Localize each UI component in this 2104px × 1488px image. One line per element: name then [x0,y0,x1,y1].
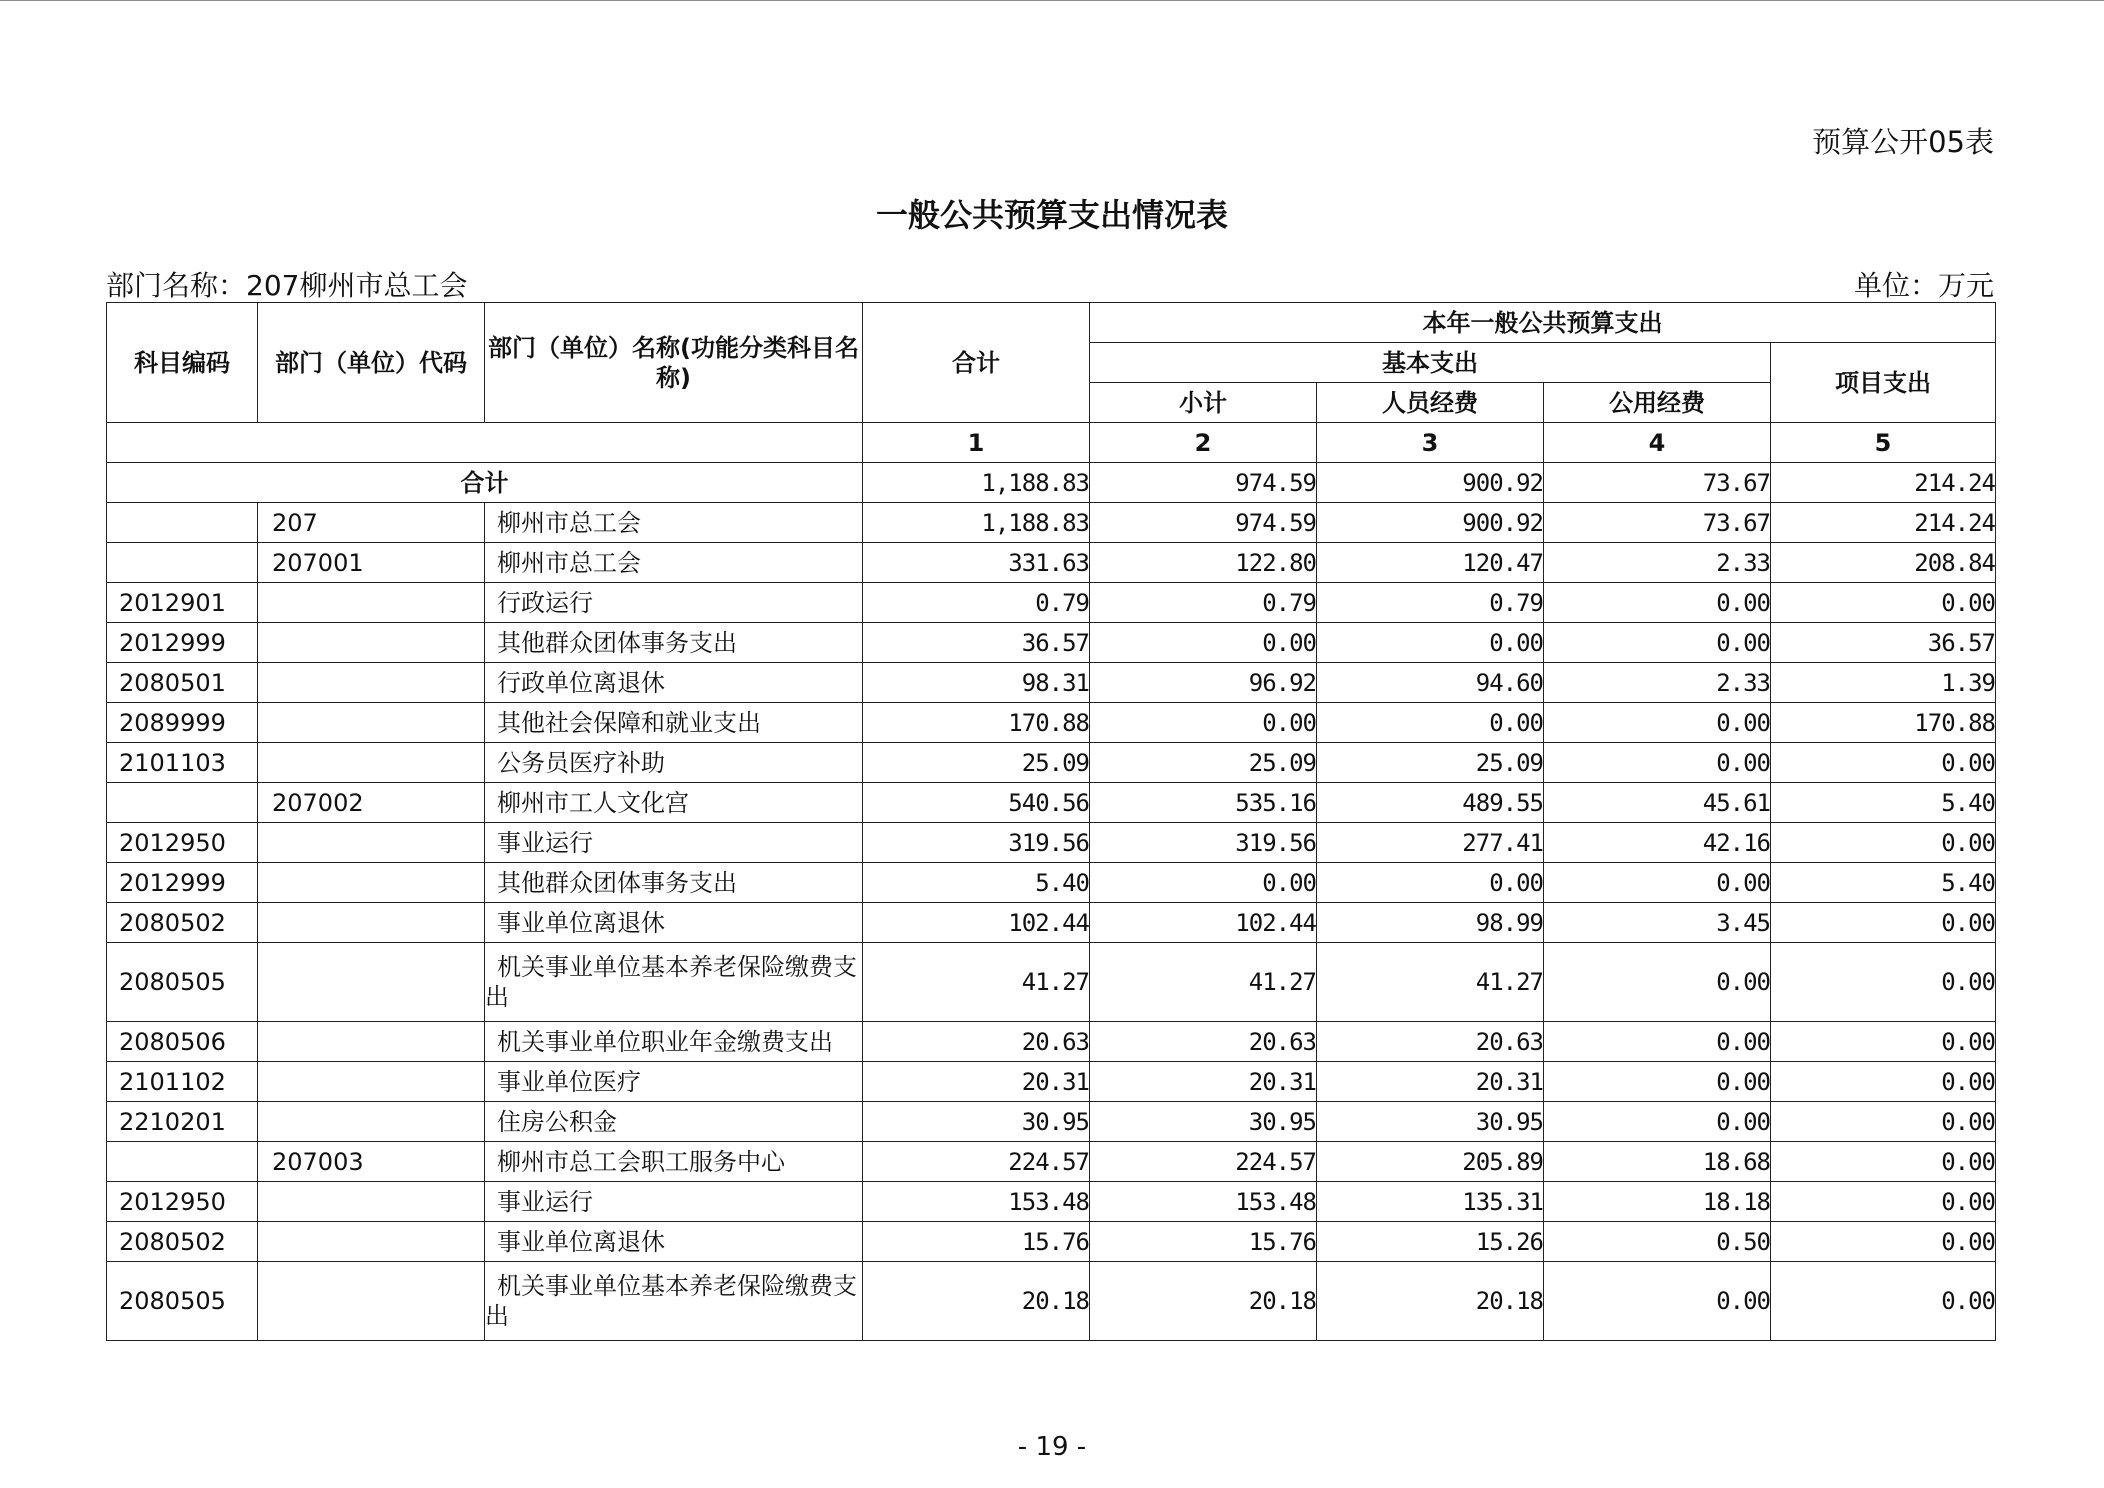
amount-cell: 122.80 [1090,543,1317,583]
header-project: 项目支出 [1771,343,1996,423]
dept-name-cell: 机关事业单位基本养老保险缴费支出 [485,943,863,1022]
amount-cell: 2.33 [1544,543,1771,583]
subject-code-cell [107,543,258,583]
amount-cell: 102.44 [1090,903,1317,943]
amount-cell: 331.63 [863,543,1090,583]
amount-cell: 98.31 [863,663,1090,703]
amount-cell: 3.45 [1544,903,1771,943]
table-row [107,703,1996,743]
amount-cell: 1.39 [1771,663,1996,703]
header-dept-code: 部门（单位）代码 [258,303,485,423]
dept-code-cell [258,623,485,663]
amount-cell: 25.09 [863,743,1090,783]
amount-cell: 41.27 [1090,943,1317,1022]
amount-cell: 20.18 [863,1262,1090,1341]
subject-code-cell: 2101102 [107,1062,258,1102]
amount-cell: 0.00 [1771,1022,1996,1062]
dept-name-cell: 行政单位离退休 [485,663,863,703]
dept-code-cell [258,1222,485,1262]
amount-cell: 0.00 [1544,1102,1771,1142]
dept-name-cell: 行政运行 [485,583,863,623]
amount-cell: 0.00 [1317,703,1544,743]
table-row [107,823,1996,863]
header-total: 合计 [863,303,1090,423]
amount-cell: 96.92 [1090,663,1317,703]
table-row [107,1102,1996,1142]
department-label: 部门名称：207柳州市总工会 [106,269,468,302]
dept-code-cell [258,703,485,743]
dept-name-cell: 机关事业单位职业年金缴费支出 [485,1022,863,1062]
header-index-blank [107,423,863,463]
amount-cell: 0.00 [1771,943,1996,1022]
dept-code-cell [258,743,485,783]
dept-code-cell [258,1262,485,1341]
dept-name-cell: 公务员医疗补助 [485,743,863,783]
amount-cell: 20.31 [1090,1062,1317,1102]
table-row [107,743,1996,783]
dept-code-cell [258,863,485,903]
amount-cell: 0.79 [863,583,1090,623]
table-row [107,1142,1996,1182]
amount-cell: 30.95 [1090,1102,1317,1142]
amount-cell: 0.00 [1544,863,1771,903]
amount-cell: 0.00 [1090,623,1317,663]
subject-code-cell: 2080501 [107,663,258,703]
subject-code-cell: 2012999 [107,863,258,903]
amount-cell: 41.27 [863,943,1090,1022]
subject-code-cell [107,503,258,543]
table-row [107,623,1996,663]
dept-name-cell: 事业单位离退休 [485,1222,863,1262]
header-basic: 基本支出 [1090,343,1771,383]
subject-code-cell: 2080505 [107,1262,258,1341]
subject-code-cell [107,1142,258,1182]
amount-cell: 25.09 [1090,743,1317,783]
dept-name-cell: 柳州市工人文化宫 [485,783,863,823]
amount-cell: 36.57 [863,623,1090,663]
header-personnel: 人员经费 [1317,383,1544,423]
header-subject-code: 科目编码 [107,303,258,423]
dept-code-cell [258,1182,485,1222]
subject-code-cell: 2012950 [107,823,258,863]
amount-cell: 98.99 [1317,903,1544,943]
dept-code-cell [258,823,485,863]
dept-name-cell: 柳州市总工会职工服务中心 [485,1142,863,1182]
amount-cell: 170.88 [863,703,1090,743]
amount-cell: 0.00 [1544,1262,1771,1341]
table-row [107,1182,1996,1222]
amount-cell: 0.00 [1544,623,1771,663]
amount-cell: 0.00 [1544,943,1771,1022]
table-row [107,1062,1996,1102]
dept-code-cell: 207 [258,503,485,543]
amount-cell: 0.00 [1771,1262,1996,1341]
total-row-value: 974.59 [1090,463,1317,503]
subject-code-cell: 2210201 [107,1102,258,1142]
dept-code-cell: 207003 [258,1142,485,1182]
amount-cell: 0.00 [1090,863,1317,903]
table-row [107,663,1996,703]
amount-cell: 224.57 [863,1142,1090,1182]
amount-cell: 73.67 [1544,503,1771,543]
subject-code-cell: 2080502 [107,1222,258,1262]
amount-cell: 42.16 [1544,823,1771,863]
dept-name-cell: 住房公积金 [485,1102,863,1142]
dept-code-cell [258,903,485,943]
amount-cell: 30.95 [1317,1102,1544,1142]
dept-name-cell: 其他群众团体事务支出 [485,863,863,903]
amount-cell: 900.92 [1317,503,1544,543]
total-row-value: 73.67 [1544,463,1771,503]
amount-cell: 224.57 [1090,1142,1317,1182]
amount-cell: 0.00 [1771,823,1996,863]
top-border-line [0,0,2104,1]
table-row [107,583,1996,623]
amount-cell: 18.68 [1544,1142,1771,1182]
header-index-4: 4 [1544,423,1771,463]
amount-cell: 208.84 [1771,543,1996,583]
document-title: 一般公共预算支出情况表 [875,196,1228,234]
unit-label: 单位：万元 [1853,269,1994,302]
amount-cell: 20.18 [1317,1262,1544,1341]
amount-cell: 0.00 [1771,1142,1996,1182]
amount-cell: 170.88 [1771,703,1996,743]
dept-code-cell [258,1022,485,1062]
subject-code-cell: 2012901 [107,583,258,623]
amount-cell: 0.00 [1544,703,1771,743]
amount-cell: 5.40 [1771,863,1996,903]
amount-cell: 0.00 [1544,1062,1771,1102]
subject-code-cell: 2080506 [107,1022,258,1062]
dept-code-cell [258,583,485,623]
table-row [107,503,1996,543]
amount-cell: 153.48 [863,1182,1090,1222]
dept-name-cell: 事业运行 [485,1182,863,1222]
form-code: 预算公开05表 [1812,125,1994,159]
table-row [107,1222,1996,1262]
amount-cell: 20.63 [1090,1022,1317,1062]
subject-code-cell: 2012999 [107,623,258,663]
table-row [107,1022,1996,1062]
amount-cell: 214.24 [1771,503,1996,543]
amount-cell: 319.56 [1090,823,1317,863]
amount-cell: 0.00 [1317,623,1544,663]
dept-code-cell [258,1102,485,1142]
dept-name-cell: 事业运行 [485,823,863,863]
dept-code-cell: 207002 [258,783,485,823]
page-number: - 19 - [1017,1432,1087,1462]
amount-cell: 0.00 [1544,743,1771,783]
amount-cell: 1,188.83 [863,503,1090,543]
amount-cell: 15.76 [1090,1222,1317,1262]
dept-code-cell [258,663,485,703]
header-index-5: 5 [1771,423,1996,463]
amount-cell: 18.18 [1544,1182,1771,1222]
header-index-2: 2 [1090,423,1317,463]
amount-cell: 0.00 [1771,1062,1996,1102]
total-row-value: 900.92 [1317,463,1544,503]
table-row [107,863,1996,903]
table-row [107,783,1996,823]
amount-cell: 319.56 [863,823,1090,863]
amount-cell: 45.61 [1544,783,1771,823]
amount-cell: 540.56 [863,783,1090,823]
amount-cell: 41.27 [1317,943,1544,1022]
total-row-label: 合计 [107,463,863,503]
dept-name-cell: 事业单位离退休 [485,903,863,943]
budget-table [106,302,1996,1341]
amount-cell: 489.55 [1317,783,1544,823]
amount-cell: 0.00 [1771,583,1996,623]
header-index-3: 3 [1317,423,1544,463]
header-group: 本年一般公共预算支出 [1090,303,1996,343]
header-dept-name: 部门（单位）名称(功能分类科目名称) [485,303,863,423]
amount-cell: 20.31 [863,1062,1090,1102]
dept-name-cell: 其他群众团体事务支出 [485,623,863,663]
amount-cell: 2.33 [1544,663,1771,703]
subject-code-cell: 2012950 [107,1182,258,1222]
amount-cell: 535.16 [1090,783,1317,823]
header-index-1: 1 [863,423,1090,463]
dept-code-cell [258,1062,485,1102]
amount-cell: 20.31 [1317,1062,1544,1102]
total-row [107,463,1996,503]
amount-cell: 205.89 [1317,1142,1544,1182]
table-row [107,1262,1996,1341]
subject-code-cell: 2080505 [107,943,258,1022]
amount-cell: 15.76 [863,1222,1090,1262]
amount-cell: 135.31 [1317,1182,1544,1222]
subject-code-cell: 2101103 [107,743,258,783]
amount-cell: 0.50 [1544,1222,1771,1262]
subject-code-cell: 2080502 [107,903,258,943]
amount-cell: 120.47 [1317,543,1544,583]
amount-cell: 0.79 [1317,583,1544,623]
amount-cell: 5.40 [1771,783,1996,823]
table-row [107,943,1996,1022]
dept-code-cell: 207001 [258,543,485,583]
total-row-value: 214.24 [1771,463,1996,503]
dept-name-cell: 柳州市总工会 [485,543,863,583]
amount-cell: 20.63 [1317,1022,1544,1062]
amount-cell: 974.59 [1090,503,1317,543]
amount-cell: 20.18 [1090,1262,1317,1341]
table-row [107,543,1996,583]
amount-cell: 0.00 [1544,583,1771,623]
amount-cell: 153.48 [1090,1182,1317,1222]
amount-cell: 0.00 [1771,1222,1996,1262]
amount-cell: 15.26 [1317,1222,1544,1262]
amount-cell: 25.09 [1317,743,1544,783]
amount-cell: 36.57 [1771,623,1996,663]
amount-cell: 0.00 [1771,1182,1996,1222]
amount-cell: 102.44 [863,903,1090,943]
subject-code-cell: 2089999 [107,703,258,743]
dept-code-cell [258,943,485,1022]
table-row [107,903,1996,943]
header-subtotal: 小计 [1090,383,1317,423]
amount-cell: 5.40 [863,863,1090,903]
subject-code-cell [107,783,258,823]
amount-cell: 0.00 [1090,703,1317,743]
amount-cell: 0.00 [1771,903,1996,943]
header-public: 公用经费 [1544,383,1771,423]
amount-cell: 0.79 [1090,583,1317,623]
dept-name-cell: 其他社会保障和就业支出 [485,703,863,743]
amount-cell: 20.63 [863,1022,1090,1062]
total-row-value: 1,188.83 [863,463,1090,503]
amount-cell: 277.41 [1317,823,1544,863]
amount-cell: 30.95 [863,1102,1090,1142]
amount-cell: 94.60 [1317,663,1544,703]
amount-cell: 0.00 [1771,1102,1996,1142]
amount-cell: 0.00 [1771,743,1996,783]
dept-name-cell: 机关事业单位基本养老保险缴费支出 [485,1262,863,1341]
amount-cell: 0.00 [1317,863,1544,903]
amount-cell: 0.00 [1544,1022,1771,1062]
dept-name-cell: 事业单位医疗 [485,1062,863,1102]
dept-name-cell: 柳州市总工会 [485,503,863,543]
